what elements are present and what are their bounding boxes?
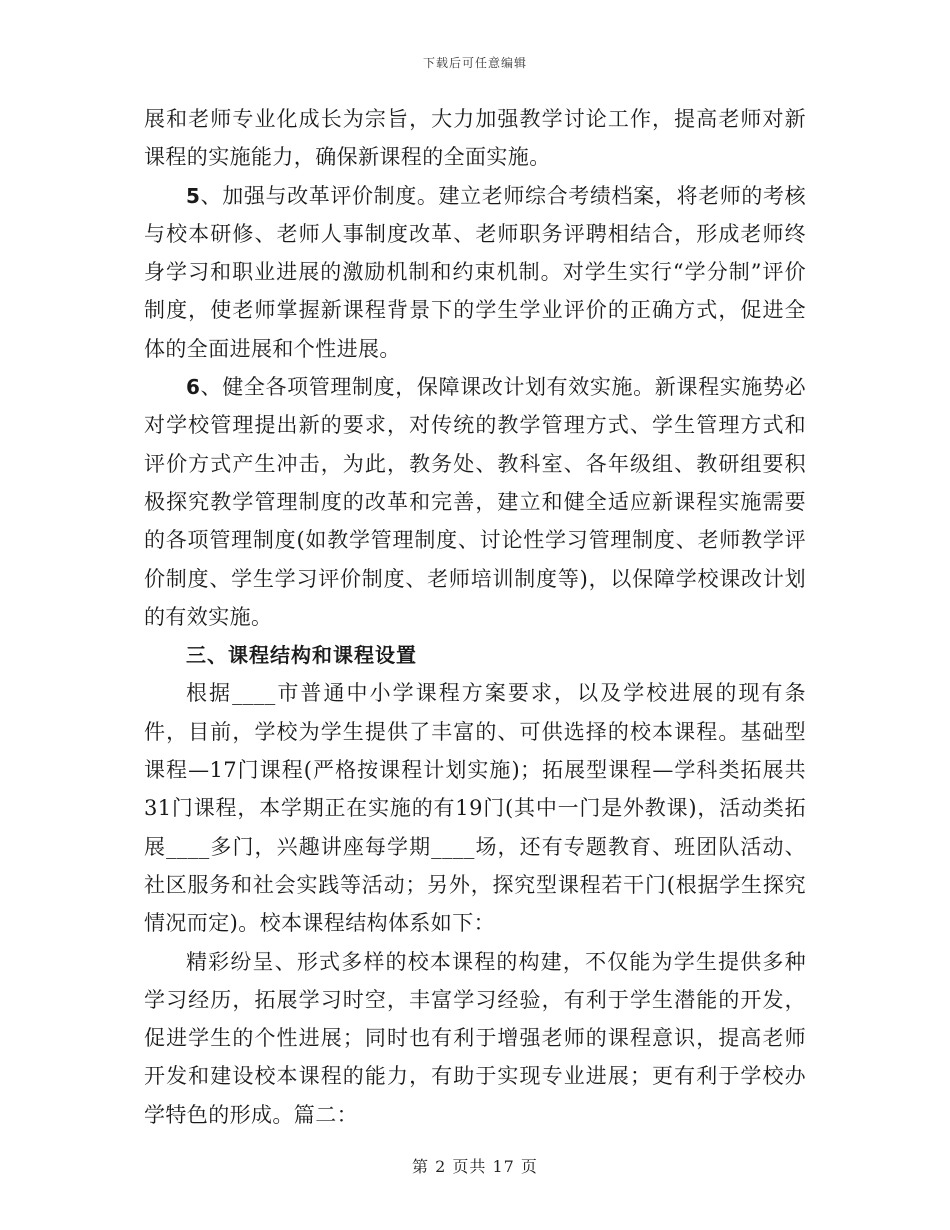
item-number: 6 (186, 375, 201, 400)
document-body (144, 100, 806, 1134)
page-header-note: 下载后可任意编辑 (422, 56, 527, 70)
paragraph-evaluation-system (144, 177, 806, 368)
section-heading: 三、课程结构和课程设置 (186, 643, 417, 668)
paragraph-text: 、加强与改革评价制度。建立老师综合考绩档案，将老师的考核与校本研修、老师人事制度改革、老师职务评聘相结合，形成老师终身学习和职业进展的激励机制和约束机制。对学生实行“学分制”评价制度，使老师掌握新课程背景下的学生学业评价的正确方式，促进全体的全面进展和个性进展。 (144, 183, 806, 361)
paragraph-continuation: 展和老师专业化成长为宗旨，大力加强教学讨论工作，提高老师对新课程的实施能力，确保新课程的全面实施。 (144, 107, 806, 170)
item-number: 5 (186, 183, 201, 208)
paragraph-course-structure: 根据____市普通中小学课程方案要求，以及学校进展的现有条件，目前，学校为学生提供了丰富的、可供选择的校本课程。基础型课程—17门课程(严格按课程计划实施)；拓展型课程—学科类拓展共31门课程，本学期正在实施的有19门(其中一门是外教课)，活动类拓展____多门，兴趣讲座每学期____场，还有专题教育、班团队活动、社区服务和社会实践等活动；另外，探究型课程若干门(根据学生探究情况而定)。校本课程结构体系如下： (144, 681, 806, 936)
paragraph-management-system (144, 368, 806, 636)
paragraph-text: 、健全各项管理制度，保障课改计划有效实施。新课程实施势必对学校管理提出新的要求，对传统的教学管理方式、学生管理方式和评价方式产生冲击，为此，教务处、教科室、各年级组、教研组要积极探究教学管理制度的改革和完善，建立和健全适应新课程实施需要的各项管理制度(如教学管理制度、讨论性学习管理制度、老师教学评价制度、学生学习评价制度、老师培训制度等)，以保障学校课改计划的有效实施。 (144, 375, 806, 629)
page-footer: 第 2 页共 17 页 (412, 1157, 538, 1176)
paragraph-course-benefits: 精彩纷呈、形式多样的校本课程的构建，不仅能为学生提供多种学习经历，拓展学习时空，丰富学习经验，有利于学生潜能的开发，促进学生的个性进展；同时也有利于增强老师的课程意识，提高老师开发和建设校本课程的能力，有助于实现专业进展；更有利于学校办学特色的形成。篇二： (144, 949, 806, 1127)
